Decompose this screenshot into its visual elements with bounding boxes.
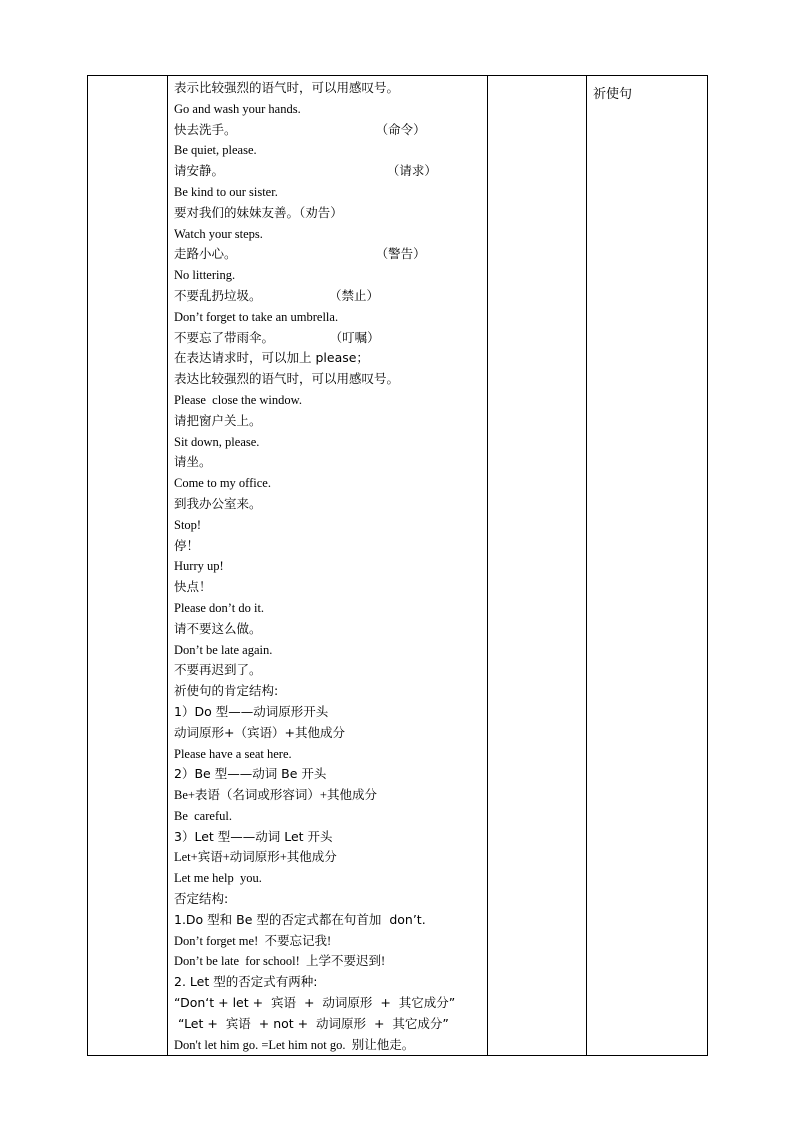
text-line: Be+表语（名词或形容词）+其他成分: [174, 788, 377, 803]
text-line: 表达比较强烈的语气时，可以用感叹号。: [174, 371, 400, 387]
text-line: 请把窗户关上。: [174, 412, 262, 428]
text-line: “Let + 宾语 + not + 动词原形 + 其它成分”: [174, 1015, 449, 1031]
text-line: 1.Do 型和 Be 型的否定式都在句首加 don’t.: [174, 911, 426, 927]
text-line: 走路小心。 （警告）: [174, 246, 426, 262]
text-line: 请安静。 （请求）: [174, 163, 437, 179]
text-line: 快点！: [174, 579, 212, 595]
text-line: Don’t be late for school! 上学不要迟到!: [174, 954, 386, 969]
text-line: Be kind to our sister.: [174, 184, 278, 199]
text-line: 动词原形+（宾语）+其他成分: [174, 724, 345, 740]
text-line: No littering.: [174, 268, 236, 283]
text-line: Let+宾语+动词原形+其他成分: [174, 850, 337, 865]
text-line: 祈使句的肯定结构:: [174, 683, 279, 699]
text-line: 2）Be 型——动词 Be 开头: [174, 766, 327, 782]
topic-label: 祈使句: [593, 87, 633, 102]
text-line: Please have a seat here.: [174, 746, 292, 761]
text-line: Stop!: [174, 517, 202, 532]
text-line: Be careful.: [174, 808, 232, 823]
text-line: Please don’t do it.: [174, 600, 265, 615]
text-line: 2. Let 型的否定式有两种:: [174, 974, 318, 990]
text-line: Watch your steps.: [174, 226, 263, 241]
text-line: 不要忘了带雨伞。 （叮嘱）: [174, 329, 380, 345]
text-line: 表示比较强烈的语气时，可以用感叹号。: [174, 80, 400, 95]
text-line: 要对我们的妹妹友善。（劝告）: [174, 204, 343, 220]
lesson-table: [87, 75, 708, 1056]
text-line: 1）Do 型——动词原形开头: [174, 703, 329, 719]
text-line: Don't let him go. =Let him not go. 别让他走。: [174, 1037, 415, 1052]
text-line: Hurry up!: [174, 559, 224, 574]
text-line: Don’t be late again.: [174, 642, 273, 657]
text-line: Don’t forget me! 不要忘记我!: [174, 933, 332, 948]
table-row: [88, 76, 708, 1056]
content-cell: [168, 76, 488, 1056]
text-line: 不要再迟到了。: [174, 662, 262, 678]
text-line: Let me help you.: [174, 871, 262, 886]
text-line: 否定结构:: [174, 891, 229, 907]
text-line: 到我办公室来。: [174, 495, 262, 511]
text-line: Go and wash your hands.: [174, 101, 301, 116]
text-line: Come to my office.: [174, 476, 271, 491]
text-line: 不要乱扔垃圾。 （禁止）: [174, 287, 380, 303]
text-line: Don’t forget to take an umbrella.: [174, 309, 339, 324]
text-line: Be quiet, please.: [174, 143, 257, 158]
label-cell: [587, 76, 708, 1056]
text-line: 3）Let 型——动词 Let 开头: [174, 828, 333, 844]
text-line: Sit down, please.: [174, 434, 260, 449]
empty-cell-left: [88, 76, 168, 1056]
empty-cell-middle: [488, 76, 587, 1056]
text-line: 停！: [174, 537, 200, 553]
text-line: “Don‘t + let + 宾语 + 动词原形 + 其它成分”: [174, 995, 456, 1011]
text-line: 快去洗手。 （命令）: [174, 121, 426, 137]
text-line: 请不要这么做。: [174, 620, 262, 636]
content-lines: [168, 76, 487, 1055]
text-line: 请坐。: [174, 454, 212, 470]
text-line: Please close the window.: [174, 392, 302, 407]
text-line: 在表达请求时，可以加上 please；: [174, 350, 369, 366]
